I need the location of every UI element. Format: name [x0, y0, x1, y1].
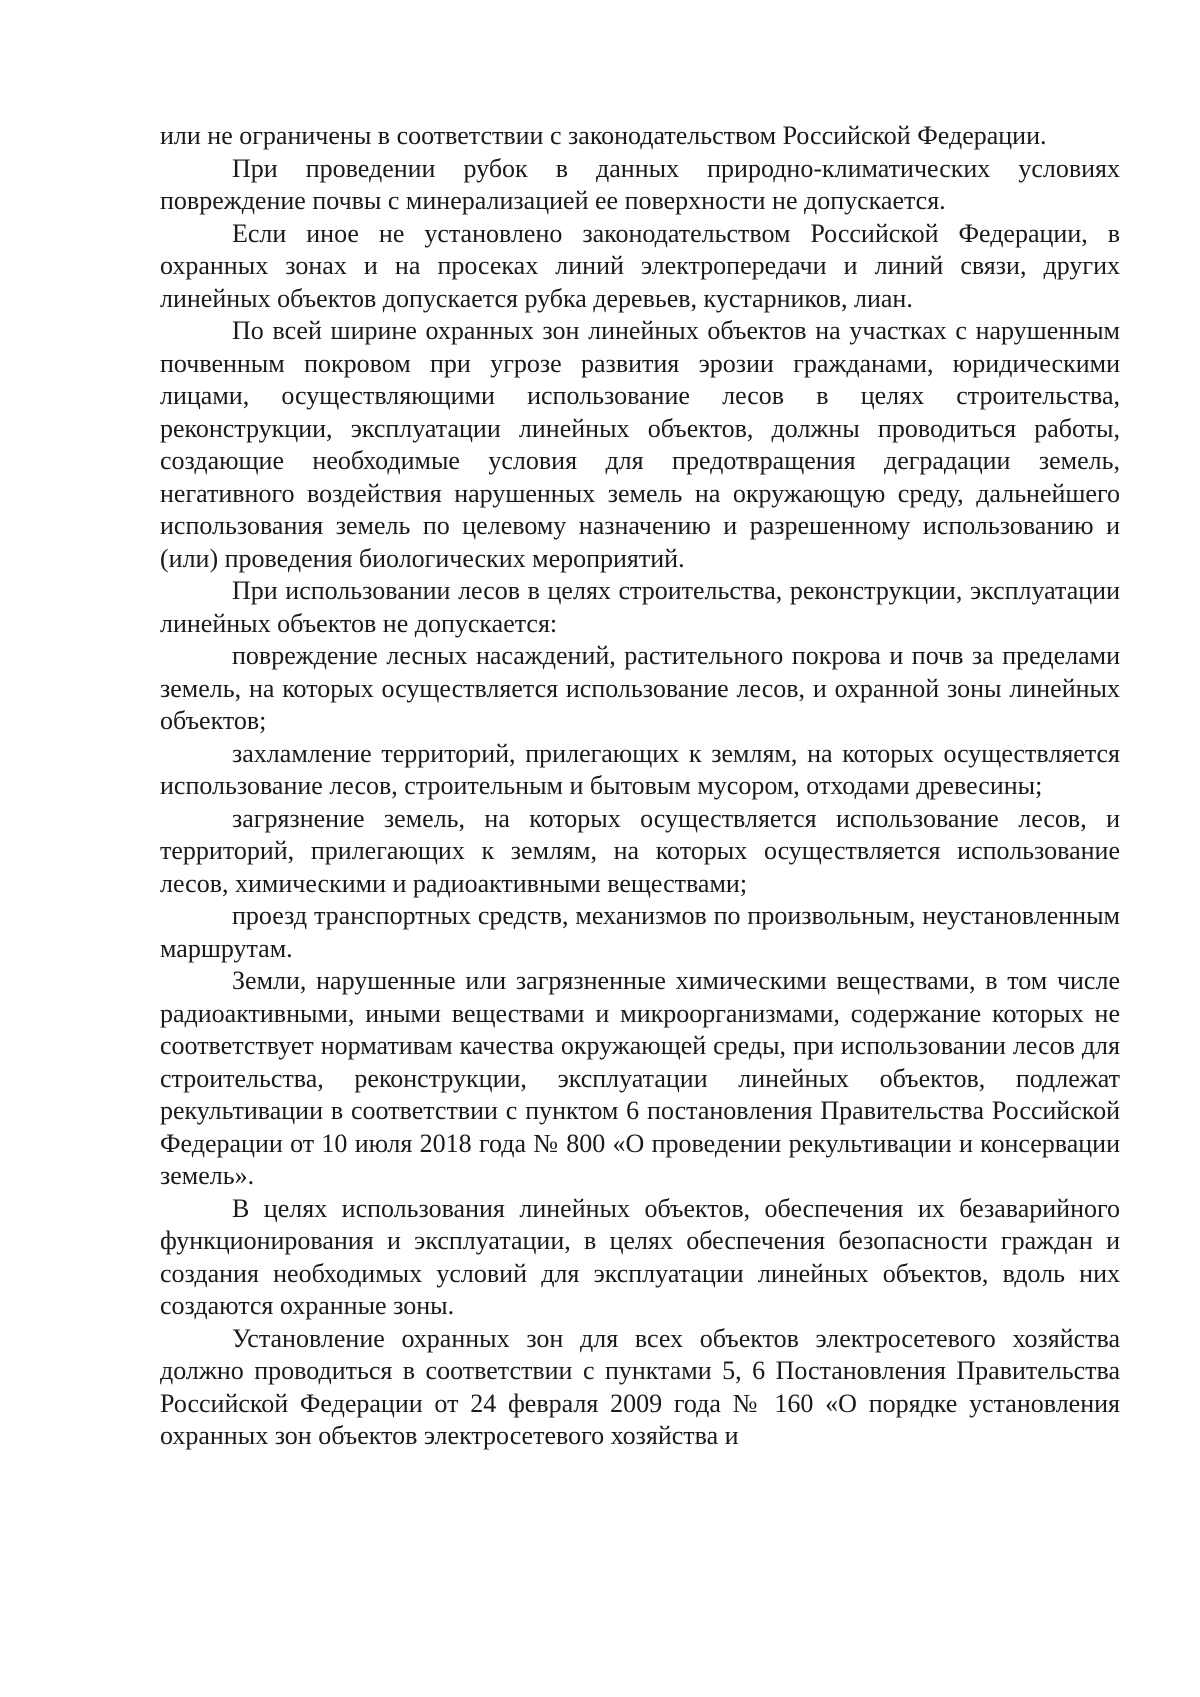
paragraph-recultivation: Земли, нарушенные или загрязненные химическими веществами, в том числе радиоактивными, иными веществами и микроорганизмами, содержание которых не соответствует нормативам качества окружающей среды, при использовании лесов для строительства, реконструкции, эксплуатации линейных объектов, подлежат рекультивации в соответствии с пунктом 6 постановления Правительства Российской Федерации от 10 июля 2018 года № 800 «О проведении рекультивации и консервации земель».: [160, 966, 1120, 1190]
paragraph-soil-damage: При проведении рубок в данных природно-климатических условиях повреждение почвы с минерализацией ее поверхности не допускается.: [160, 153, 1120, 215]
paragraph-electric-grid-zones: Установление охранных зон для всех объектов электросетевого хозяйства должно проводиться в соответствии с пунктами 5, 6 Постановления Правительства Российской Федерации от 24 февраля 2009 года № 160 «О порядке установления охранных зон объектов электросетевого хозяйства и: [160, 1323, 1120, 1450]
document-page: [160, 120, 1120, 1453]
paragraph-protected-zones-felling: Если иное не установлено законодательством Российской Федерации, в охранных зонах и на просеках линий электропередачи и линий связи, других линейных объектов допускается рубка деревьев, кустарников, лиан.: [160, 218, 1120, 313]
paragraph-protected-zones-purpose: В целях использования линейных объектов, обеспечения их безаварийного функционирования и эксплуатации, в целях обеспечения безопасности граждан и создания необходимых условий для эксплуатации линейных объектов, вдоль них создаются охранные зоны.: [160, 1193, 1120, 1320]
paragraph-item-littering: захламление территорий, прилегающих к землям, на которых осуществляется использование лесов, строительным и бытовым мусором, отходами древесины;: [160, 738, 1120, 800]
paragraph-item-pollution: загрязнение земель, на которых осуществляется использование лесов, и территорий, прилегающих к землям, на которых осуществляется использование лесов, химическими и радиоактивными веществами;: [160, 803, 1120, 898]
paragraph-item-damage: повреждение лесных насаждений, растительного покрова и почв за пределами земель, на которых осуществляется использование лесов, и охранной зоны линейных объектов;: [160, 641, 1120, 735]
paragraph-erosion-works: По всей ширине охранных зон линейных объектов на участках с нарушенным почвенным покровом при угрозе развития эрозии гражданами, юридическими лицами, осуществляющими использование лесов в целях строительства, реконструкции, эксплуатации линейных объектов, должны проводиться работы, создающие необходимые условия для предотвращения деградации земель, негативного воздействия нарушенных земель на окружающую среду, дальнейшего использования земель по целевому назначению и разрешенному использованию и (или) проведения биологических мероприятий.: [160, 316, 1120, 573]
paragraph-item-driving: проезд транспортных средств, механизмов по произвольным, неустановленным маршрутам.: [160, 901, 1120, 963]
paragraph-continuation: или не ограничены в соответствии с законодательством Российской Федерации.: [160, 121, 1047, 150]
paragraph-not-allowed-intro: При использовании лесов в целях строительства, реконструкции, эксплуатации линейных объектов не допускается:: [160, 576, 1120, 638]
